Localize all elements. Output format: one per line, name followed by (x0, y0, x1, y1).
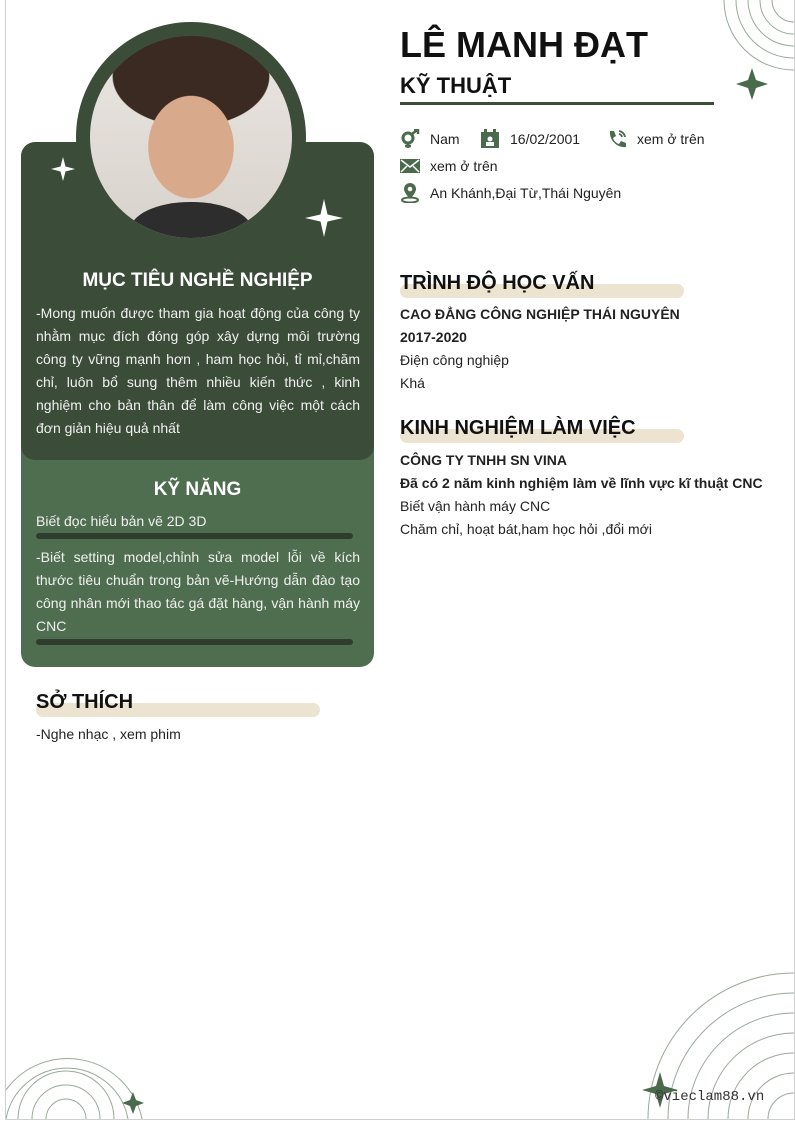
skill-item: Biết đọc hiểu bản vẽ 2D 3D (36, 513, 207, 529)
avatar (90, 36, 292, 238)
sparkle-icon (51, 157, 75, 181)
sparkle-icon (736, 68, 768, 100)
candidate-name: LÊ MANH ĐẠT (400, 24, 648, 65)
location-icon (400, 183, 420, 203)
skill-level-bar (36, 533, 353, 539)
education-title: TRÌNH ĐỘ HỌC VẤN (400, 272, 595, 294)
contact-birthday (480, 129, 580, 149)
experience-title: KINH NGHIỆM LÀM VIỆC (400, 417, 636, 439)
contact-phone (607, 129, 705, 149)
gender-icon (400, 129, 420, 149)
experience-company: CÔNG TY TNHH SN VINA (400, 452, 567, 468)
contact-text: 16/02/2001 (510, 131, 581, 147)
sparkle-icon (122, 1092, 144, 1114)
email-icon (400, 156, 420, 176)
hobbies-text: -Nghe nhạc , xem phim (36, 726, 181, 742)
contact-address (400, 183, 621, 203)
contact-text: xem ở trên (637, 131, 705, 147)
candidate-position: KỸ THUẬT (400, 73, 512, 98)
education-school: CAO ĐẲNG CÔNG NGHIỆP THÁI NGUYÊN (400, 306, 680, 322)
sparkle-icon (305, 199, 343, 237)
contact-email (400, 156, 498, 176)
contact-text: xem ở trên (430, 158, 498, 174)
education-major: Điện công nghiệp (400, 352, 509, 368)
objective-title: MỤC TIÊU NGHỀ NGHIỆP (82, 270, 313, 291)
skill-level-bar (36, 639, 353, 645)
education-years: 2017-2020 (400, 329, 467, 345)
contact-text: An Khánh,Đại Từ,Thái Nguyên (430, 185, 622, 201)
phone-icon (607, 129, 627, 149)
contact-text: Nam (430, 131, 460, 147)
contact-gender (400, 129, 460, 149)
calendar-icon (480, 129, 500, 149)
experience-line: Biết vận hành máy CNC (400, 498, 551, 514)
skills-title: KỸ NĂNG (153, 479, 242, 500)
watermark: ©vieclam88.vn (655, 1089, 765, 1105)
header-divider (400, 102, 714, 105)
skill-item: -Biết setting model,chỉnh sửa model lỗi về kích thước tiêu chuẩn trong bản vẽ-Hướng dẫn đào tạo công nhân mới thao tác gá đặt hàng, vận hành máy CNC (36, 549, 360, 634)
experience-summary: Đã có 2 năm kinh nghiệm làm về lĩnh vực kĩ thuật CNC (400, 475, 763, 491)
objective-text: -Mong muốn được tham gia hoạt động của công ty nhằm mục đích đóng góp xây dựng môi trường công ty vững mạnh hơn , ham học hỏi, tỉ mỉ,chăm chỉ, luôn bổ sung thêm nhiều kiến thức , kinh nghiệm cho bản thân để làm công việc một cách đơn giản hiệu quả nhất (36, 305, 360, 436)
experience-line: Chăm chỉ, hoạt bát,ham học hỏi ,đổi mới (400, 521, 652, 537)
hobbies-title: SỞ THÍCH (36, 691, 134, 713)
education-grade: Khá (400, 375, 425, 391)
